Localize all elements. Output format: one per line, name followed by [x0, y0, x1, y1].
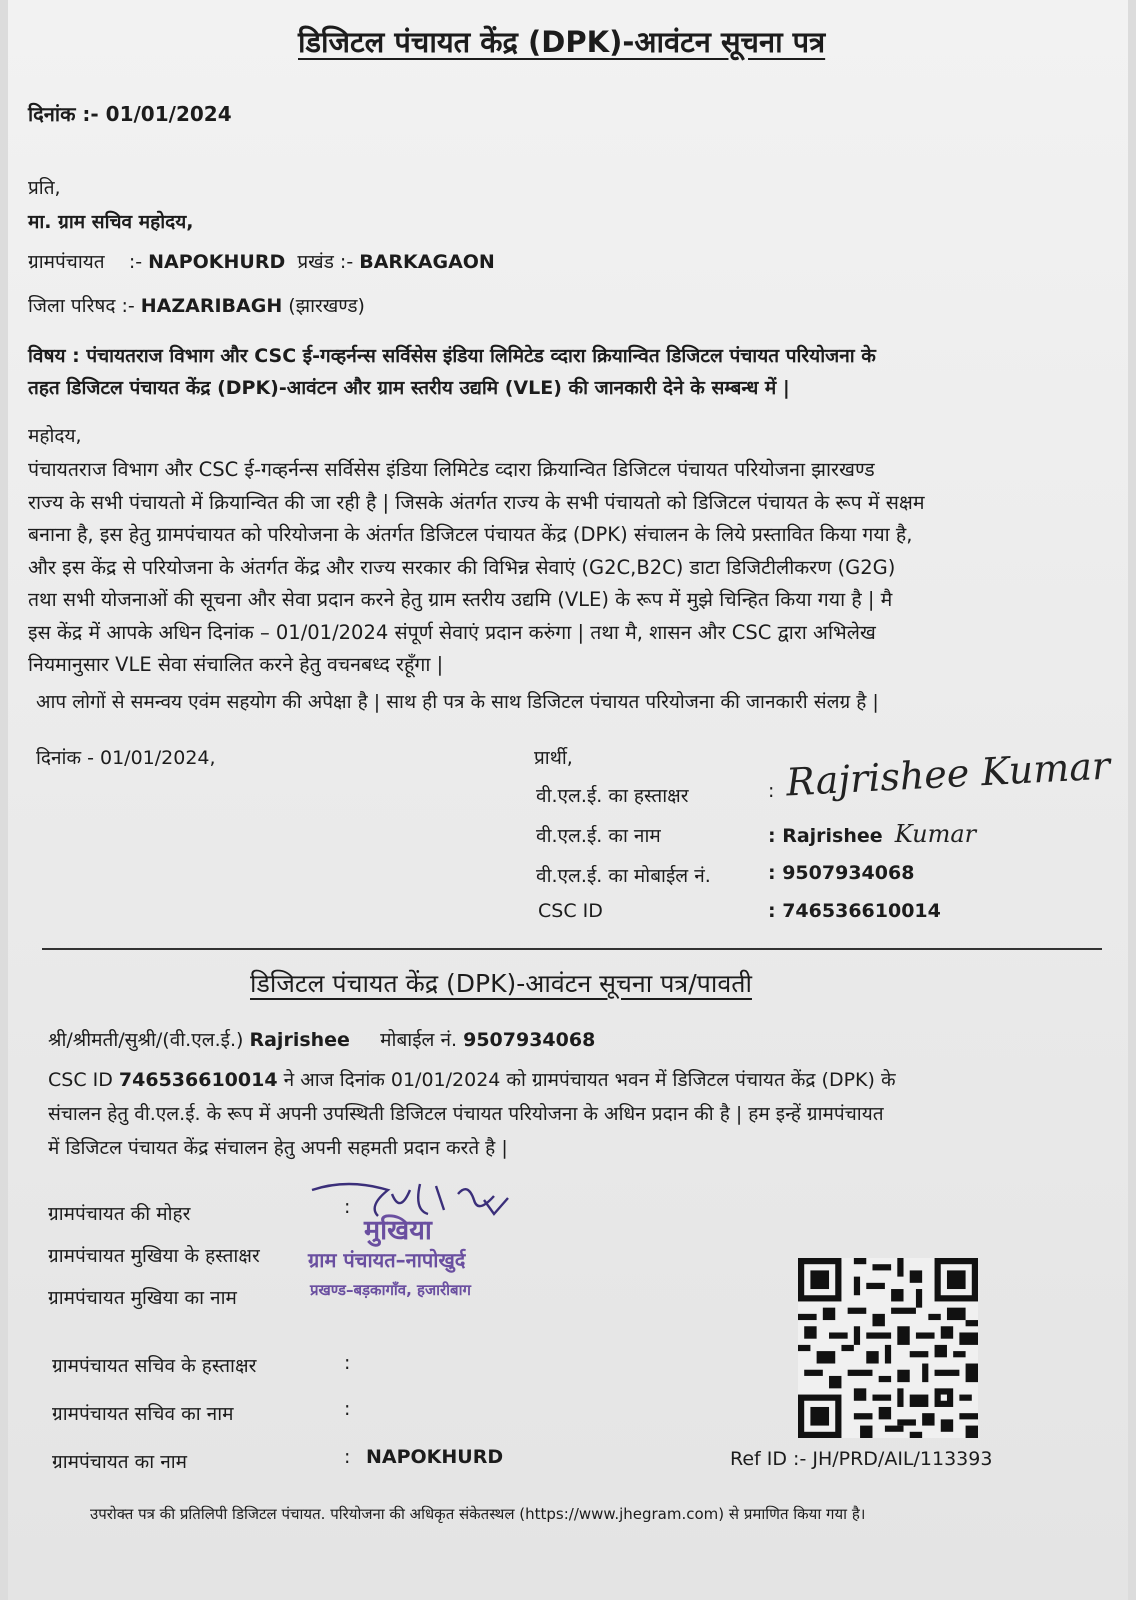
stamp-line-3: प्रखण्ड–बड़कागाँव, हजारीबाग: [310, 1281, 471, 1299]
vle-mobile-label: वी.एल.ई. का मोबाईल नं.: [536, 865, 711, 887]
body-line: तथा सभी योजनाओं की सूचना और सेवा प्रदान करने हेतु ग्राम स्तरीय उद्यमि (VLE) के रूप में मुझे चिन्हित किया गया है | मै: [28, 588, 893, 611]
section-divider: [42, 948, 1102, 950]
receipt-line-4: में डिजिटल पंचायत केंद्र संचालन हेतु अपनी सहमती प्रदान करते है |: [48, 1137, 508, 1159]
receipt-mobile-label: मोबाईल नं.: [380, 1029, 458, 1051]
district-label: जिला परिषद :-: [28, 295, 135, 317]
vle-name-typed: : Rajrishee: [768, 825, 883, 847]
receipt-csc: 746536610014: [118, 1069, 278, 1091]
vle-signature: Rajrishee Kumar: [785, 743, 1112, 805]
recipient-district: [28, 292, 365, 318]
body-line: पंचायतराज विभाग और CSC ई-गव्हर्नन्स सर्विसेस इंडिया लिमिटेड व्दारा क्रियान्वित डिजिटल पंचायत परियोजना झारखण्ड: [28, 458, 875, 481]
body-paragraph: [28, 454, 925, 682]
body-line: बनाना है, इस हेतु ग्रामपंचायत को परियोजना के अंतर्गत डिजिटल पंचायत केंद्र (DPK) संचालन के लिये प्रस्तावित किया गया है,: [28, 523, 913, 546]
gp-mukhiya-name-label: ग्रामपंचायत मुखिया का नाम: [48, 1287, 237, 1309]
document-page: [8, 0, 1128, 1600]
recipient-addressee: मा. ग्राम सचिव महोदय,: [28, 211, 194, 233]
stamp-line-1: मुखिया: [364, 1215, 432, 1246]
block-label: प्रखंड :-: [297, 251, 354, 273]
footnote: उपरोक्त पत्र की प्रतिलिपी डिजिटल पंचायत. परियोजना की अधिकृत संकेतस्थल (https://www.jhegram.com) से प्रमाणित किया गया है।: [90, 1505, 866, 1523]
subject-line-2: तहत डिजिटल पंचायत केंद्र (DPK)-आवंटन और ग्राम स्तरीय उद्यमि (VLE) की जानकारी देने के सम्बन्ध में |: [28, 377, 790, 399]
gp-name-colon: :: [344, 1446, 351, 1468]
district-value: HAZARIBAGH: [140, 295, 283, 317]
body-line: नियमानुसार VLE सेवा संचालित करने हेतु वचनबध्द रहूँगा |: [28, 653, 444, 676]
body-line: इस केंद्र में आपके अधिन दिनांक – 01/01/2024 संपूर्ण सेवाएं प्रदान करुंगा | तथा मै, शासन और CSC द्वारा अभिलेख: [28, 620, 876, 644]
gp-sachiv-name-colon: :: [344, 1398, 351, 1420]
gp-seal-colon: :: [344, 1196, 351, 1218]
date-label: दिनांक :-: [28, 102, 99, 126]
vle-csc-value: : 746536610014: [768, 900, 941, 922]
vle-name-label: वी.एल.ई. का नाम: [536, 825, 661, 847]
receipt-title: डिजिटल पंचायत केंद्र (DPK)-आवंटन सूचना पत्र/पावती: [250, 969, 752, 998]
stamp-line-2: ग्राम पंचायत–नापोखुर्द: [308, 1248, 466, 1272]
panchayat-label: ग्रामपंचायत: [28, 251, 105, 273]
closing-line: आप लोगों से समन्वय एवंम सहयोग की अपेक्षा है | साथ ही पत्र के साथ डिजिटल पंचायत परियोजना की जानकारी संलग्र है |: [36, 691, 879, 713]
gp-name-label: ग्रामपंचायत का नाम: [52, 1451, 188, 1473]
body-line: और इस केंद्र से परियोजना के अंतर्गत केंद्र और राज्य सरकार की विभिन्न सेवाएं (G2C,B2C) डाटा डिजिटीलीकरण (G2G): [28, 555, 896, 579]
vle-name-value: [768, 820, 976, 848]
panchayat-sep: :-: [128, 251, 143, 273]
letter-title: डिजिटल पंचायत केंद्र (DPK)-आवंटन सूचना पत्र: [298, 25, 826, 59]
subject-line-1: विषय : पंचायतराज विभाग और CSC ई-गव्हर्नन्स सर्विसेस इंडिया लिमिटेड व्दारा क्रियान्वित डिजिटल पंचायत परियोजना के: [28, 345, 876, 367]
letter-date: [28, 100, 232, 127]
recipient-panchayat: [28, 248, 495, 274]
receipt-line-1: [48, 1026, 595, 1052]
prarthi-label: प्रार्थी,: [534, 747, 573, 769]
receipt-vle-name: Rajrishee: [249, 1029, 350, 1051]
receipt-csc-label: CSC ID: [48, 1069, 113, 1091]
body-line: राज्य के सभी पंचायतो में क्रियान्वित की जा रही है | जिसके अंतर्गत राज्य के सभी पंचायतो को डिजिटल पंचायत के रूप में सक्षम: [28, 490, 925, 514]
vle-name-handwritten: Kumar: [894, 820, 977, 848]
qr-code-icon: [798, 1258, 978, 1438]
receipt-line-3: संचालन हेतु वी.एल.ई. के रूप में अपनी उपस्थिती डिजिटल पंचायत परियोजना के अधिन प्रदान की है | हम इन्हें ग्रामपंचायत: [48, 1103, 884, 1125]
gp-seal-label: ग्रामपंचायत की मोहर: [48, 1203, 191, 1225]
panchayat-value: NAPOKHURD: [148, 251, 286, 273]
receipt-line-2-text: ने आज दिनांक 01/01/2024 को ग्रामपंचायत भवन में डिजिटल पंचायत केंद्र (DPK) के: [283, 1069, 896, 1091]
gp-mukhiya-sign-label: ग्रामपंचायत मुखिया के हस्ताक्षर: [48, 1245, 260, 1267]
receipt-line-2: [48, 1066, 896, 1092]
salutation: महोदय,: [28, 425, 82, 447]
ref-id: Ref ID :- JH/PRD/AIL/113393: [730, 1448, 993, 1470]
district-state: (झारखण्ड): [288, 295, 365, 317]
receipt-mobile: 9507934068: [463, 1029, 596, 1051]
block-value: BARKAGAON: [359, 251, 495, 273]
gp-name-value: NAPOKHURD: [366, 1446, 504, 1468]
vle-csc-label: CSC ID: [538, 900, 603, 922]
date-value: 01/01/2024: [105, 102, 232, 126]
recipient-prati: प्रति,: [28, 177, 61, 199]
vle-sign-label: वी.एल.ई. का हस्ताक्षर: [536, 785, 689, 807]
footer-date: दिनांक - 01/01/2024,: [36, 747, 216, 769]
vle-sign-colon: :: [768, 780, 775, 802]
gp-sachiv-sign-colon: :: [344, 1352, 351, 1374]
gp-sachiv-sign-label: ग्रामपंचायत सचिव के हस्ताक्षर: [52, 1355, 257, 1377]
vle-mobile-value: : 9507934068: [768, 862, 915, 884]
receipt-prefix: श्री/श्रीमती/सुश्री/(वी.एल.ई.): [48, 1029, 244, 1051]
gp-sachiv-name-label: ग्रामपंचायत सचिव का नाम: [52, 1403, 234, 1425]
